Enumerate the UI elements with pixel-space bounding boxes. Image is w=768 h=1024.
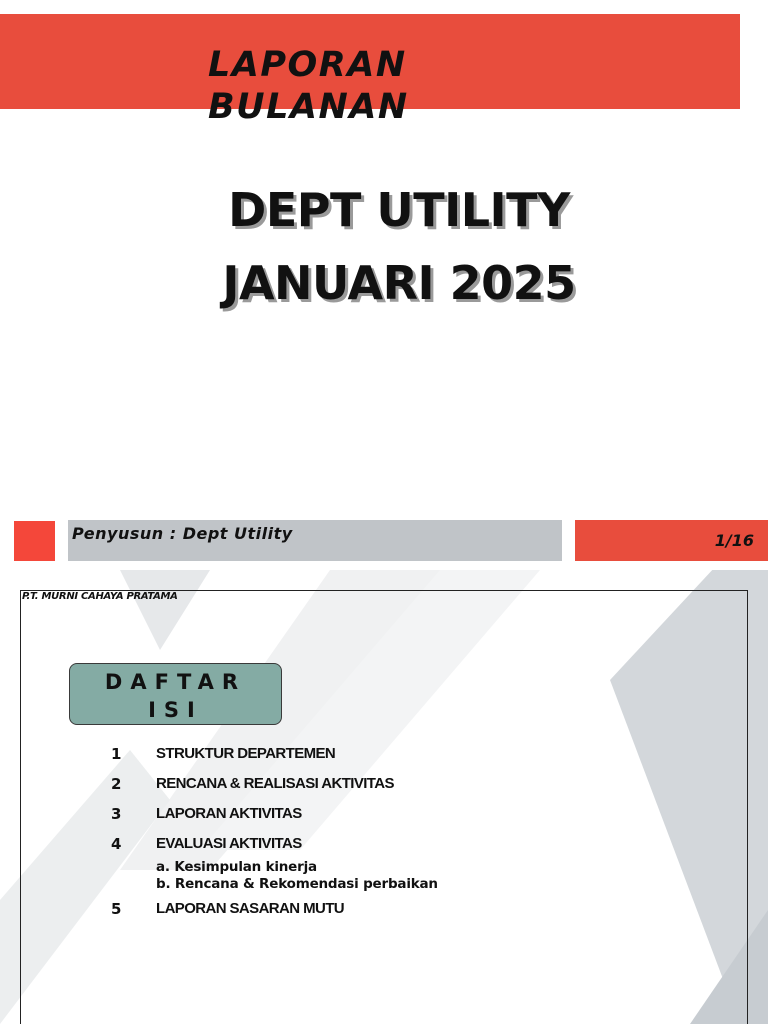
- toc-item-number: 2: [111, 775, 122, 793]
- title-department: DEPT UTILITY: [228, 183, 570, 237]
- toc-item-label: LAPORAN SASARAN MUTU: [156, 900, 344, 917]
- company-name: P.T. MURNI CAHAYA PRATAMA: [22, 591, 178, 602]
- author-text: Penyusun : Dept Utility: [72, 524, 293, 543]
- toc-item-number: 3: [111, 805, 122, 823]
- contents-slide: [0, 570, 768, 1024]
- toc-heading-box: [69, 663, 282, 725]
- toc-item-number: 4: [111, 835, 122, 853]
- toc-item-number: 5: [111, 900, 122, 918]
- title-period: JANUARI 2025: [222, 256, 576, 310]
- footer-accent-square: [14, 521, 55, 561]
- toc-item-label: LAPORAN AKTIVITAS: [156, 805, 302, 822]
- toc-heading-line2: ISI: [148, 698, 203, 722]
- toc-item-label: EVALUASI AKTIVITAS: [156, 835, 302, 852]
- content-frame: [20, 590, 748, 1024]
- toc-heading-line1: DAFTAR: [104, 670, 247, 694]
- toc-subitem-label: b. Rencana & Rekomendasi perbaikan: [156, 876, 438, 892]
- page-number: 1/16: [714, 531, 754, 550]
- toc-item-label: STRUKTUR DEPARTEMEN: [156, 745, 336, 762]
- page-number-box: [575, 520, 768, 561]
- toc-item-number: 1: [111, 745, 122, 763]
- report-label: LAPORAN BULANAN: [208, 45, 409, 127]
- toc-subitem-label: a. Kesimpulan kinerja: [156, 859, 317, 875]
- toc-heading: [70, 668, 281, 724]
- toc-item-label: RENCANA & REALISASI AKTIVITAS: [156, 775, 394, 792]
